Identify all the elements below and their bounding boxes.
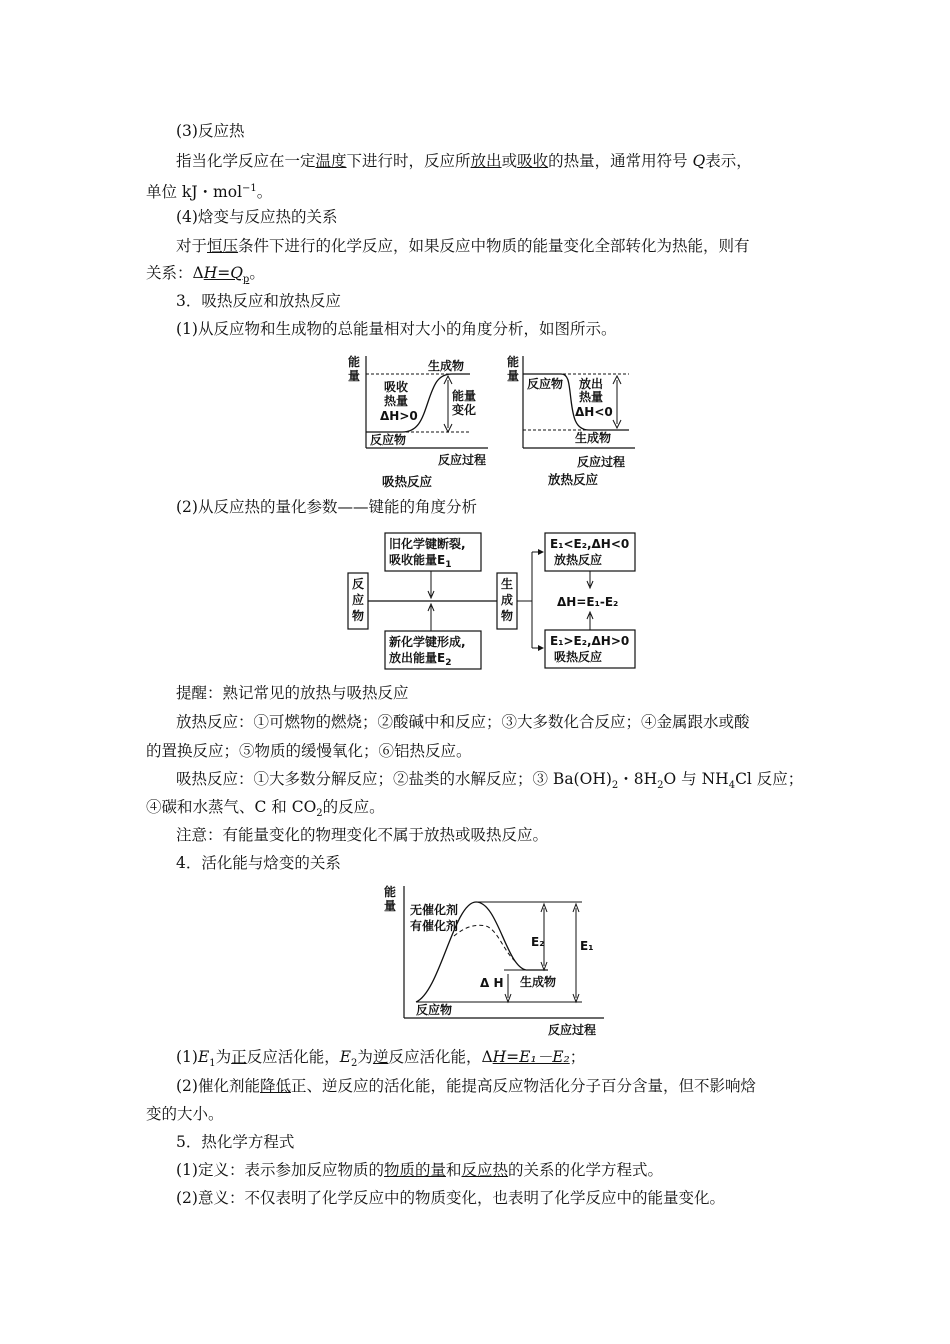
svg-text:物: 物 <box>501 609 514 623</box>
heading-activation-energy: 4．活化能与焓变的关系 <box>176 854 341 872</box>
paragraph: 放热反应：①可燃物的燃烧；②酸碱中和反应；③大多数化合反应；④金属跟水或酸 <box>176 713 750 731</box>
svg-text:放热反应: 放热反应 <box>554 553 603 567</box>
svg-text:能: 能 <box>384 885 397 899</box>
svg-text:量: 量 <box>507 369 520 383</box>
caption-exothermic: 放热反应 <box>548 472 599 487</box>
svg-text:ΔH>0: ΔH>0 <box>380 409 418 423</box>
svg-text:反应物: 反应物 <box>370 433 407 447</box>
svg-text:量: 量 <box>384 899 397 913</box>
svg-text:生成物: 生成物 <box>575 431 612 445</box>
svg-text:吸收: 吸收 <box>384 380 409 394</box>
svg-text:变化: 变化 <box>452 403 477 417</box>
paragraph: 提醒：熟记常见的放热与吸热反应 <box>176 684 409 702</box>
svg-text:成: 成 <box>501 593 514 607</box>
paragraph: 关系：$\Delta H=Q_p$。 <box>146 264 265 286</box>
paragraph: (1)定义：表示参加反应物质的物质的量和反应热的关系的化学方程式。 <box>176 1161 664 1179</box>
svg-text:反应过程: 反应过程 <box>577 455 626 469</box>
paragraph: (2)意义：不仅表明了化学反应中的物质变化，也表明了化学反应中的能量变化。 <box>176 1189 725 1207</box>
heading-enthalpy-relation: (4)焓变与反应热的关系 <box>176 208 338 226</box>
svg-text:生成物: 生成物 <box>520 975 557 989</box>
paragraph: (2)从反应热的量化参数——键能的角度分析 <box>176 498 477 516</box>
svg-text:有催化剂: 有催化剂 <box>410 919 459 933</box>
paragraph: (1)从反应物和生成物的总能量相对大小的角度分析，如图所示。 <box>176 320 617 338</box>
svg-text:量: 量 <box>348 369 361 383</box>
svg-text:E₁>E₂,ΔH>0: E₁>E₂,ΔH>0 <box>550 634 630 648</box>
svg-text:反应物: 反应物 <box>527 377 564 391</box>
heading-thermochemical-equation: 5．热化学方程式 <box>176 1133 295 1151</box>
paragraph: 单位 kJ・mol$^{-1}$。 <box>146 183 273 202</box>
paragraph: 注意：有能量变化的物理变化不属于放热或吸热反应。 <box>176 826 549 844</box>
bond-energy-diagram <box>340 528 650 674</box>
svg-text:反应物: 反应物 <box>416 1003 453 1017</box>
paragraph: $(1)E_1$为正反应活化能，$E_2$为逆反应活化能，ΔH=E₁－E₂； <box>176 1048 586 1070</box>
paragraph: (2)催化剂能降低正、逆反应的活化能，能提高反应物活化分子百分含量，但不影响焓 <box>176 1077 756 1095</box>
svg-text:Δ H: Δ H <box>480 976 504 990</box>
svg-text:反: 反 <box>352 577 365 591</box>
caption-endothermic: 吸热反应 <box>382 474 433 489</box>
svg-text:热量: 热量 <box>579 390 604 404</box>
heading-endo-exo: 3．吸热反应和放热反应 <box>176 292 341 310</box>
svg-text:能量: 能量 <box>452 389 477 403</box>
svg-text:无催化剂: 无催化剂 <box>410 903 459 917</box>
svg-text:E₂: E₂ <box>531 935 545 949</box>
activation-energy-diagram <box>376 882 606 1038</box>
svg-text:旧化学键断裂,: 旧化学键断裂, <box>389 537 466 551</box>
paragraph: 指当化学反应在一定温度下进行时，反应所放出或吸收的热量，通常用符号 Q表示， <box>176 152 752 170</box>
svg-text:新化学键形成,: 新化学键形成, <box>389 635 466 649</box>
svg-text:生: 生 <box>501 577 514 591</box>
paragraph: 吸热反应：①大多数分解反应；②盐类的水解反应；③ $Ba(OH)_2$・$8H_2O$ 与 $NH_4Cl$ 反应； <box>176 770 804 792</box>
svg-text:放出能量E2: 放出能量$E_2$ <box>389 651 452 668</box>
exothermic-diagram <box>505 350 655 470</box>
svg-text:放出: 放出 <box>579 377 604 391</box>
heading-reaction-heat: (3)反应热 <box>176 122 245 140</box>
svg-text:能: 能 <box>507 355 520 369</box>
svg-text:ΔH<0: ΔH<0 <box>575 405 613 419</box>
svg-text:E₁: E₁ <box>580 939 594 953</box>
svg-text:生成物: 生成物 <box>428 359 465 373</box>
svg-text:ΔH=E₁-E₂: ΔH=E₁-E₂ <box>557 595 619 609</box>
svg-text:吸热反应: 吸热反应 <box>554 650 603 664</box>
svg-text:反应过程: 反应过程 <box>438 453 487 467</box>
svg-text:物: 物 <box>352 609 365 623</box>
endothermic-diagram <box>340 350 490 470</box>
svg-text:热量: 热量 <box>384 394 409 408</box>
svg-text:吸收能量E1: 吸收能量$E_1$ <box>389 553 452 570</box>
paragraph: 的置换反应；⑤物质的缓慢氧化；⑥铝热反应。 <box>146 742 472 760</box>
svg-text:反应过程: 反应过程 <box>548 1023 597 1037</box>
svg-text:E₁<E₂,ΔH<0: E₁<E₂,ΔH<0 <box>550 537 630 551</box>
paragraph: 变的大小。 <box>146 1105 224 1123</box>
paragraph: ④碳和水蒸气、C 和 $CO_2$的反应。 <box>146 798 385 820</box>
paragraph: 对于恒压条件下进行的化学反应，如果反应中物质的能量变化全部转化为热能，则有 <box>176 237 750 255</box>
svg-text:能: 能 <box>348 355 361 369</box>
svg-text:应: 应 <box>352 593 365 607</box>
